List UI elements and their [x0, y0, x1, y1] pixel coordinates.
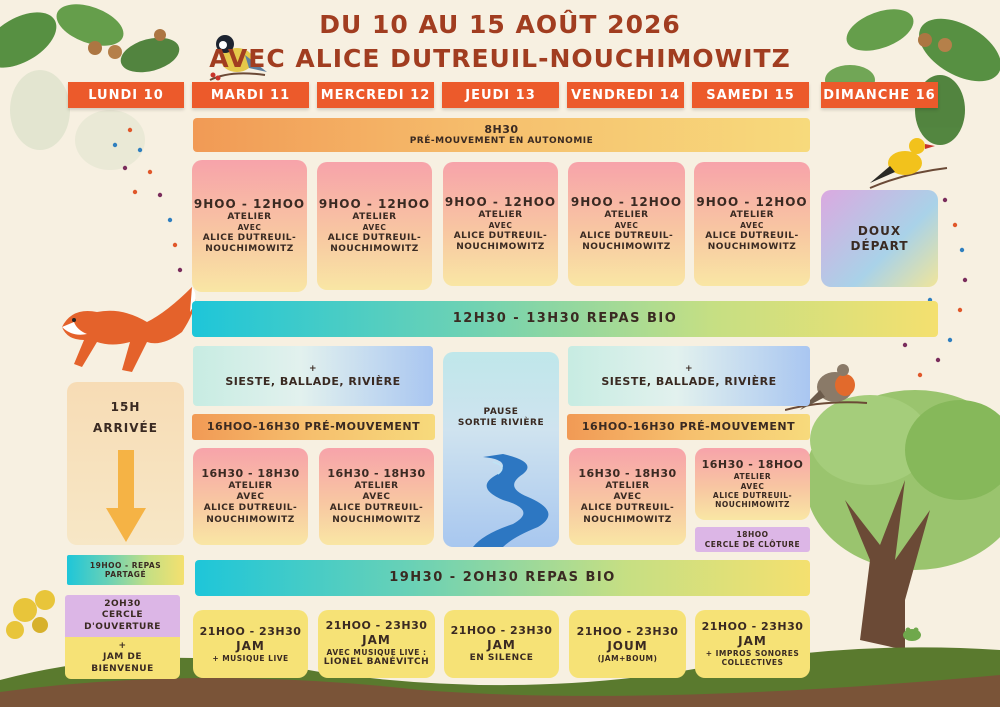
arrivee-time: 15H	[110, 400, 141, 414]
cercle-ouverture	[65, 595, 180, 637]
atelier-label: ATELIER	[352, 211, 397, 222]
atelier-name-2: NOUCHIMOWITZ	[583, 514, 672, 525]
afternoon-atelier-tuesday	[193, 448, 308, 545]
sieste-plus: +	[684, 363, 694, 374]
atelier-with: AVEC	[614, 221, 639, 231]
day-header-tuesday: MARDI 11	[192, 82, 309, 108]
day-header-sunday: DIMANCHE 16	[821, 82, 938, 108]
atelier-label: ATELIER	[227, 211, 272, 222]
cloture-time: 18HOO	[736, 530, 769, 540]
doux-depart-line-2: DÉPART	[850, 238, 909, 253]
atelier-time: 9HOO - 12HOO	[696, 194, 808, 209]
atelier-name-2: NOUCHIMOWITZ	[205, 243, 294, 254]
frog-icon	[900, 625, 925, 643]
atelier-name-2: NOUCHIMOWITZ	[582, 241, 671, 252]
morning-atelier-saturday	[694, 162, 810, 286]
atelier-name-1: ALICE DUTREUIL-	[202, 232, 297, 243]
afternoon-atelier-saturday	[695, 448, 810, 520]
jam-time: 21HOO - 23H30	[701, 620, 804, 634]
day-header-saturday: SAMEDI 15	[692, 82, 809, 108]
arrow-down-icon	[106, 450, 146, 545]
atelier-with: AVEC	[237, 223, 262, 233]
morning-atelier-wednesday	[317, 162, 432, 290]
afternoon-atelier-friday	[569, 448, 686, 545]
jam-name: JAM	[487, 637, 516, 652]
sunday-doux-depart	[821, 190, 938, 287]
pause-line-1: PAUSE	[483, 407, 519, 417]
evening-joum-friday	[569, 610, 686, 678]
repas-partage	[67, 555, 184, 585]
ouverture-line-2: D'OUVERTURE	[84, 621, 161, 632]
atelier-name-2: NOUCHIMOWITZ	[330, 243, 419, 254]
day-header-wednesday: MERCREDI 12	[317, 82, 434, 108]
jam-sub-1: EN SILENCE	[469, 652, 534, 663]
jam-time: 21HOO - 23H30	[199, 624, 302, 638]
monday-arrivee	[67, 382, 184, 545]
tree-icon	[805, 390, 1000, 650]
evening-jam-wednesday	[318, 610, 435, 678]
atelier-with: AVEC	[362, 223, 387, 233]
jam-bienvenue	[65, 637, 180, 679]
atelier-with: AVEC	[613, 492, 642, 503]
jam-time: 21HOO - 23H30	[576, 624, 679, 638]
fox-icon	[52, 282, 207, 382]
atelier-name-1: ALICE DUTREUIL-	[705, 230, 799, 241]
jam-sub-1: + IMPROS SONORES	[705, 649, 800, 658]
jam-time: 21HOO - 23H30	[325, 619, 428, 633]
afternoon-premouvement-right: 16HOO-16H30 PRÉ-MOUVEMENT	[567, 414, 810, 440]
ouverture-time: 2OH30	[104, 599, 141, 610]
atelier-name-2: NOUCHIMOWITZ	[715, 500, 790, 510]
atelier-name-2: NOUCHIMOWITZ	[206, 514, 295, 525]
jam-time: 21HOO - 23H30	[450, 624, 553, 637]
afternoon-atelier-wednesday	[319, 448, 434, 545]
morning-premouvement-time: 8H30	[484, 122, 519, 136]
afternoon-premouvement-left: 16HOO-16H30 PRÉ-MOUVEMENT	[192, 414, 435, 440]
atelier-time: 9HOO - 12HOO	[444, 194, 557, 209]
jam-sub-2: COLLECTIVES	[721, 658, 784, 668]
jam-name: JOUM	[607, 638, 648, 653]
atelier-name-2: NOUCHIMOWITZ	[707, 241, 797, 252]
jam-sub-2: LIONEL BANÉVITCH	[323, 657, 430, 668]
evening-jam-saturday	[695, 610, 810, 678]
thursday-pause-riviere	[443, 352, 559, 547]
day-header-monday: LUNDI 10	[68, 82, 184, 108]
river-icon	[443, 452, 559, 547]
pause-line-2: SORTIE RIVIÈRE	[457, 418, 545, 429]
atelier-label: ATELIER	[605, 480, 650, 491]
atelier-name-1: ALICE DUTREUIL-	[712, 490, 793, 500]
jam-name: JAM	[236, 638, 265, 653]
atelier-label: ATELIER	[604, 209, 649, 220]
morning-atelier-thursday	[443, 162, 558, 286]
atelier-with: AVEC	[740, 221, 764, 231]
flower-bush-icon	[6, 590, 55, 639]
atelier-time: 16H30 - 18H30	[578, 467, 677, 481]
atelier-with: AVEC	[488, 221, 513, 231]
atelier-time: 9HOO - 12HOO	[570, 194, 683, 209]
sieste-block-right	[568, 346, 810, 406]
atelier-with: AVEC	[362, 492, 391, 503]
atelier-name-2: NOUCHIMOWITZ	[332, 514, 421, 525]
bienvenue-line-2: BIENVENUE	[91, 663, 154, 674]
ouverture-plus: +	[118, 641, 127, 652]
lunch-bar: 12H30 - 13H30 REPAS BIO	[192, 301, 938, 337]
arrivee-label: ARRIVÉE	[93, 421, 158, 435]
atelier-label: ATELIER	[729, 209, 775, 220]
atelier-name-1: ALICE DUTREUIL-	[580, 503, 675, 514]
atelier-name-2: NOUCHIMOWITZ	[456, 241, 545, 252]
atelier-name-1: ALICE DUTREUIL-	[203, 503, 298, 514]
jam-name: JAM	[738, 634, 767, 648]
atelier-time: 16H30 - 18H30	[201, 467, 300, 481]
morning-atelier-tuesday	[192, 160, 307, 292]
atelier-time: 9HOO - 12HOO	[193, 196, 306, 211]
atelier-time: 9HOO - 12HOO	[318, 196, 431, 211]
day-header-thursday: JEUDI 13	[442, 82, 559, 108]
oriole-bird-icon	[865, 128, 950, 198]
atelier-name-1: ALICE DUTREUIL-	[453, 230, 548, 241]
jam-name: JAM	[362, 633, 391, 648]
atelier-name-1: ALICE DUTREUIL-	[579, 230, 674, 241]
morning-atelier-friday	[568, 162, 685, 286]
atelier-with: AVEC	[740, 481, 765, 491]
title-line-1: DU 10 AU 15 AOÛT 2026	[319, 10, 681, 39]
jam-sub-1: + MUSIQUE LIVE	[212, 653, 289, 663]
morning-premouvement-bar	[193, 118, 810, 152]
atelier-time: 16H30 - 18H30	[327, 467, 426, 481]
jam-sub-1: AVEC MUSIQUE LIVE :	[326, 648, 427, 658]
atelier-label: ATELIER	[733, 472, 772, 482]
atelier-label: ATELIER	[228, 480, 273, 491]
atelier-time: 16H30 - 18HOO	[701, 458, 804, 472]
title-line-2: AVEC ALICE DUTREUIL-NOUCHIMOWITZ	[209, 44, 791, 73]
repas-partage-line-1: 19HOO - REPAS	[89, 560, 162, 570]
bienvenue-line-1: JAM DE	[102, 652, 143, 663]
atelier-name-1: ALICE DUTREUIL-	[327, 232, 422, 243]
doux-depart-line-1: DOUX	[857, 223, 902, 238]
atelier-label: ATELIER	[354, 480, 399, 491]
evening-jam-tuesday	[193, 610, 308, 678]
sieste-block-left	[193, 346, 433, 406]
dinner-bar: 19H30 - 2OH30 REPAS BIO	[195, 560, 810, 596]
jam-sub-1: (JAM+BOUM)	[597, 653, 658, 663]
repas-partage-line-2: PARTAGÉ	[104, 570, 147, 579]
morning-premouvement-label: PRÉ-MOUVEMENT EN AUTONOMIE	[409, 136, 594, 147]
cercle-cloture	[695, 527, 810, 552]
cloture-label: CERCLE DE CLÔTURE	[704, 539, 801, 549]
sieste-plus: +	[308, 363, 318, 374]
day-header-friday: VENDREDI 14	[567, 82, 684, 108]
atelier-label: ATELIER	[478, 209, 523, 220]
sieste-label: SIESTE, BALLADE, RIVIÈRE	[601, 374, 777, 388]
evening-jam-thursday	[444, 610, 559, 678]
atelier-name-1: ALICE DUTREUIL-	[329, 503, 424, 514]
sieste-label: SIESTE, BALLADE, RIVIÈRE	[225, 374, 401, 388]
ouverture-line-1: CERCLE	[101, 610, 144, 621]
atelier-with: AVEC	[236, 492, 265, 503]
